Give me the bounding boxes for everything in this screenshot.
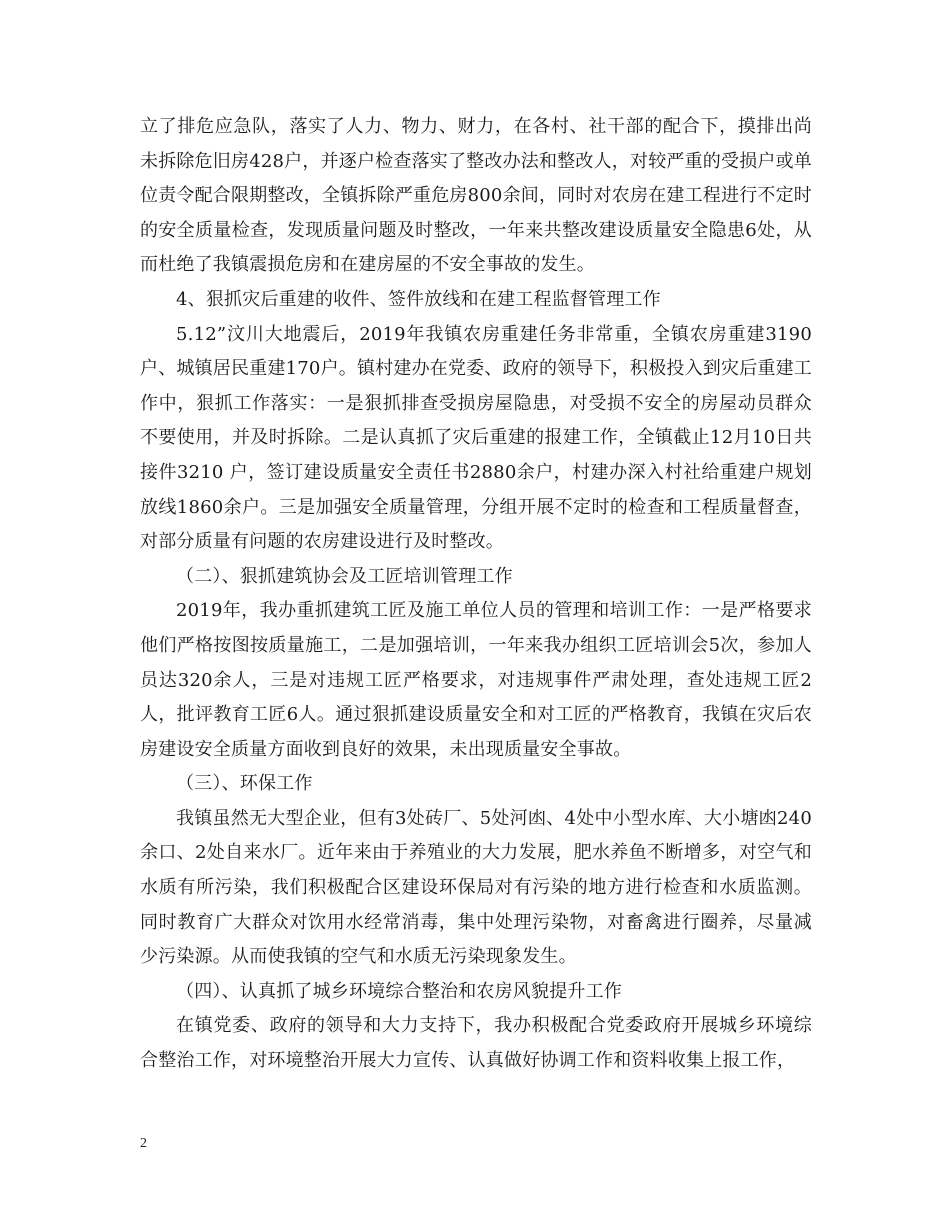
paragraph-earthquake-rebuild: 5.12”汶川大地震后，2019年我镇农房重建任务非常重，全镇农房重建3190户、城镇居民重建170户。镇村建办在党委、政府的领导下，积极投入到灾后重建工作中，狠抓工作落实：一是狠抓排查受损房屋隐患，对受损不安全的房屋动员群众不要使用，并及时拆除。二是认真抓了灾后重建的报建工作，全镇截止12月10日共接件3210 户，签订建设质量安全责任书2880余户，村建办深入村社给重建户规划放线1860余户。三是加强安全质量管理，分组开展不定时的检查和工程质量督查，对部分质量有问题的农房建设进行及时整改。 xyxy=(140,323,812,553)
heading-item-4: 4、狠抓灾后重建的收件、签件放线和在建工程监督管理工作 xyxy=(176,288,661,310)
section-heading-2: （二）、狠抓建筑协会及工匠培训管理工作 xyxy=(176,565,513,587)
paragraph-1: 立了排危应急队，落实了人力、物力、财力，在各村、社干部的配合下，摸排出尚未拆除危旧房428户，并逐户检查落实了整改办法和整改人，对较严重的受损户或单位责令配合限期整改，全镇拆除严重危房800余间，同时对农房在建工程进行不定时的安全质量检查，发现质量问题及时整改，一年来共整改建设质量安全隐患6处，从而杜绝了我镇震损危房和在建房屋的不安全事故的发生。 xyxy=(140,116,812,276)
paragraph-environment: 我镇虽然无大型企业，但有3处砖厂、5处河凼、4处中小型水库、大小塘凼240余口、2处自来水厂。近年来由于养殖业的大力发展，肥水养鱼不断增多，对空气和水质有所污染，我们积极配合区建设环保局对有污染的地方进行检查和水质监测。同时教育广大群众对饮用水经常消毒，集中处理污染物，对畜禽进行圈养，尽量减少污染源。从而使我镇的空气和水质无污染现象发生。 xyxy=(140,807,812,968)
section-heading-4: （四）、认真抓了城乡环境综合整治和农房风貌提升工作 xyxy=(176,980,622,1002)
page-number: 2 xyxy=(140,1136,147,1151)
paragraph-rural-improvement: 在镇党委、政府的领导和大力支持下，我办积极配合党委政府开展城乡环境综合整治工作，对环境整治开展大力宣传、认真做好协调工作和资料收集上报工作， xyxy=(140,1015,812,1072)
paragraph-craftsman-training: 2019年，我办重抓建筑工匠及施工单位人员的管理和培训工作：一是严格要求他们严格按图按质量施工，二是加强培训，一年来我办组织工匠培训会5次，参加人员达320余人，三是对违规工匠严格要求，对违规事件严肃处理，查处违规工匠2人，批评教育工匠6人。通过狠抓建设质量安全和对工匠的严格教育，我镇在灾后农房建设安全质量方面收到良好的效果，未出现质量安全事故。 xyxy=(140,600,812,760)
section-heading-3: （三）、环保工作 xyxy=(176,773,313,795)
document-body xyxy=(140,110,812,1079)
